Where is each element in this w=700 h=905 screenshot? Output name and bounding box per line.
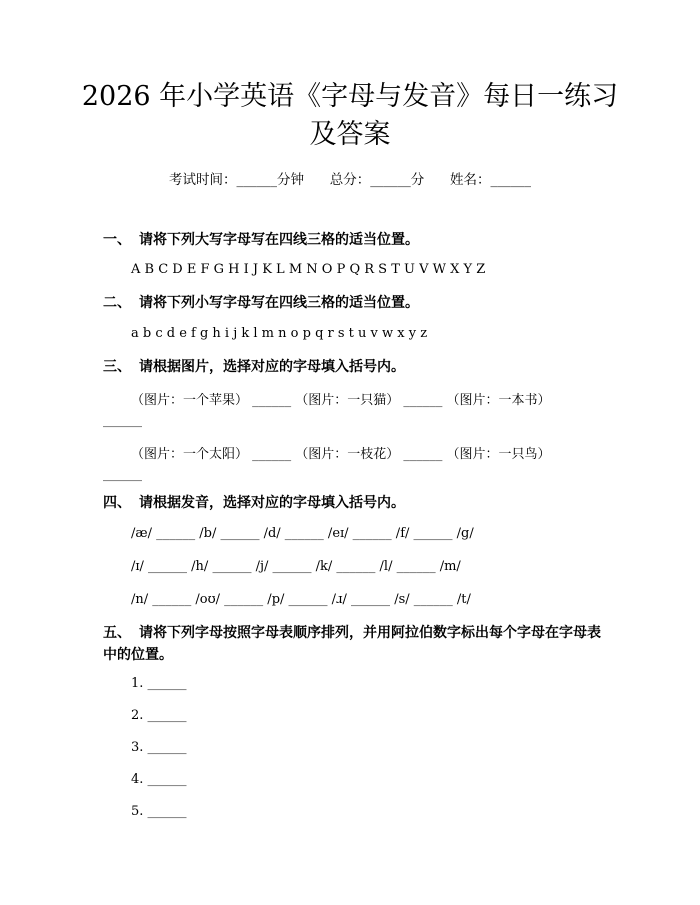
picture-row-1-blank: ______ — [103, 413, 142, 428]
phonics-row: /n/ ______ /oʊ/ ______ /p/ ______ /ɹ/ ______ /s/ ______ /t/ — [131, 592, 471, 607]
section-instruction: 请根据图片，选择对应的字母填入括号内。 — [139, 359, 405, 375]
section-1-heading — [103, 229, 613, 251]
exam-meta: 考试时间：______分钟 总分：______分 姓名：______ — [169, 172, 531, 188]
section-instruction: 请将下列小写字母写在四线三格的适当位置。 — [139, 295, 419, 311]
section-instruction: 请将下列字母按照字母表顺序排列，并用阿拉伯数字标出每个字母在字母表中的位置。 — [103, 625, 601, 663]
order-item: 4. ______ — [131, 772, 187, 787]
order-item: 1. ______ — [131, 676, 187, 691]
order-item: 2. ______ — [131, 708, 187, 723]
order-item: 3. ______ — [131, 740, 187, 755]
phonics-row: /æ/ ______ /b/ ______ /d/ ______ /eɪ/ ______ /f/ ______ /g/ — [131, 526, 474, 541]
section-number: 一、 — [103, 232, 131, 248]
picture-row-2-blank: ______ — [103, 467, 142, 482]
section-number: 五、 — [103, 625, 131, 641]
lowercase-letters: a b c d e f g h i j k l m n o p q r s t u v w x y z — [131, 326, 428, 341]
order-item: 5. ______ — [131, 804, 187, 819]
section-5-heading — [103, 622, 603, 666]
picture-row-1: （图片：一个苹果） ______ （图片：一只猫） ______ （图片：一本书） — [131, 393, 551, 408]
section-2-heading — [103, 292, 613, 314]
section-4-heading — [103, 492, 613, 514]
page-title: 2026 年小学英语《字母与发音》每日一练习及答案 — [81, 81, 619, 150]
section-number: 三、 — [103, 359, 131, 375]
section-number: 二、 — [103, 295, 131, 311]
section-instruction: 请根据发音，选择对应的字母填入括号内。 — [139, 495, 405, 511]
section-number: 四、 — [103, 495, 131, 511]
phonics-row: /ɪ/ ______ /h/ ______ /j/ ______ /k/ ______ /l/ ______ /m/ — [131, 559, 461, 574]
picture-row-2: （图片：一个太阳） ______ （图片：一枝花） ______ （图片：一只鸟） — [131, 447, 551, 462]
section-3-heading — [103, 356, 613, 378]
uppercase-letters: A B C D E F G H I J K L M N O P Q R S T U V W X Y Z — [131, 262, 486, 277]
section-instruction: 请将下列大写字母写在四线三格的适当位置。 — [139, 232, 419, 248]
